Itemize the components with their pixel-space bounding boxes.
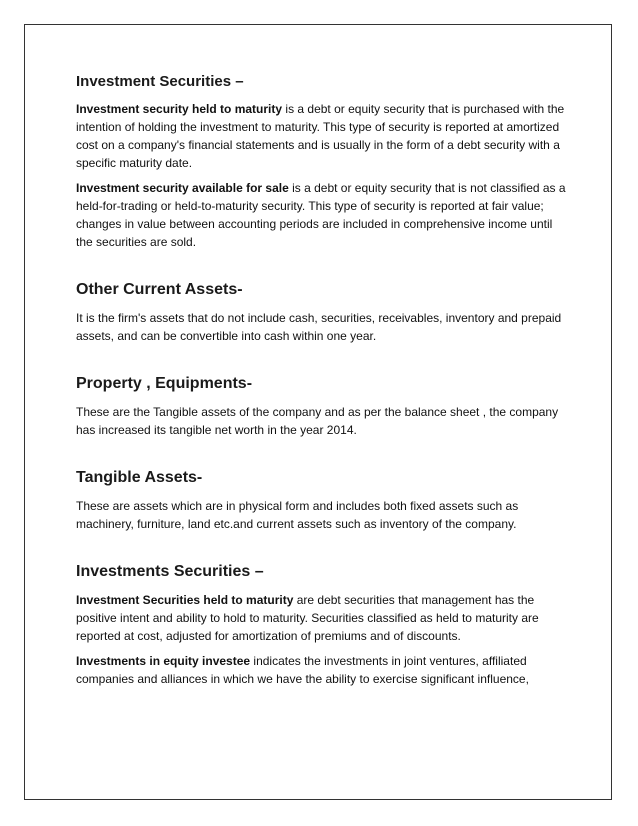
paragraph-text: are debt securities that management has the positive intent and ability to hold to maturity. Securities classified as held to maturity are reported at cost, adjusted for amortization of premiums and of discounts. bbox=[76, 593, 539, 643]
section-heading: Investment Securities – bbox=[76, 73, 244, 90]
paragraph-text: It is the firm's assets that do not include cash, securities, receivables, inventory and prepaid assets, and can be convertible into cash within one year. bbox=[76, 311, 562, 343]
paragraph-lead: Investment security held to maturity bbox=[76, 102, 283, 116]
section-investment-securities bbox=[76, 72, 566, 251]
section-investments-securities bbox=[76, 561, 566, 688]
paragraph-equity-investee bbox=[76, 652, 566, 688]
section-heading: Other Current Assets- bbox=[76, 281, 243, 298]
section-heading: Investments Securities – bbox=[76, 563, 264, 580]
document-body bbox=[76, 72, 566, 688]
paragraph-available-for-sale bbox=[76, 179, 566, 251]
paragraph-held-to-maturity bbox=[76, 591, 566, 645]
paragraph-lead: Investment Securities held to maturity bbox=[76, 593, 294, 607]
paragraph-text: These are assets which are in physical form and includes both fixed assets such as machinery, furniture, land etc.and current assets such as inventory of the company. bbox=[76, 499, 519, 531]
section-other-current-assets bbox=[76, 279, 566, 345]
section-heading: Tangible Assets- bbox=[76, 469, 203, 486]
paragraph-text: is a debt or equity security that is purchased with the intention of holding the investment to maturity. This type of security is reported at amortized cost on a company's financial statements and is usually in the form of a debt security with a specific maturity date. bbox=[76, 102, 565, 170]
paragraph-lead: Investments in equity investee bbox=[76, 654, 251, 668]
paragraph-held-to-maturity bbox=[76, 100, 566, 172]
paragraph-text: These are the Tangible assets of the company and as per the balance sheet , the company has increased its tangible net worth in the year 2014. bbox=[76, 405, 559, 437]
paragraph-text: indicates the investments in joint ventures, affiliated companies and alliances in which we have the ability to exercise significant influence, bbox=[76, 654, 529, 686]
section-property-equipments bbox=[76, 373, 566, 439]
paragraph-lead: Investment security available for sale bbox=[76, 181, 289, 195]
paragraph-text: is a debt or equity security that is not classified as a held-for-trading or held-to-maturity security. This type of security is reported at fair value; changes in value between accounting periods are included in comprehensive income until the securities are sold. bbox=[76, 181, 566, 249]
section-heading: Property , Equipments- bbox=[76, 375, 253, 392]
section-tangible-assets bbox=[76, 467, 566, 533]
